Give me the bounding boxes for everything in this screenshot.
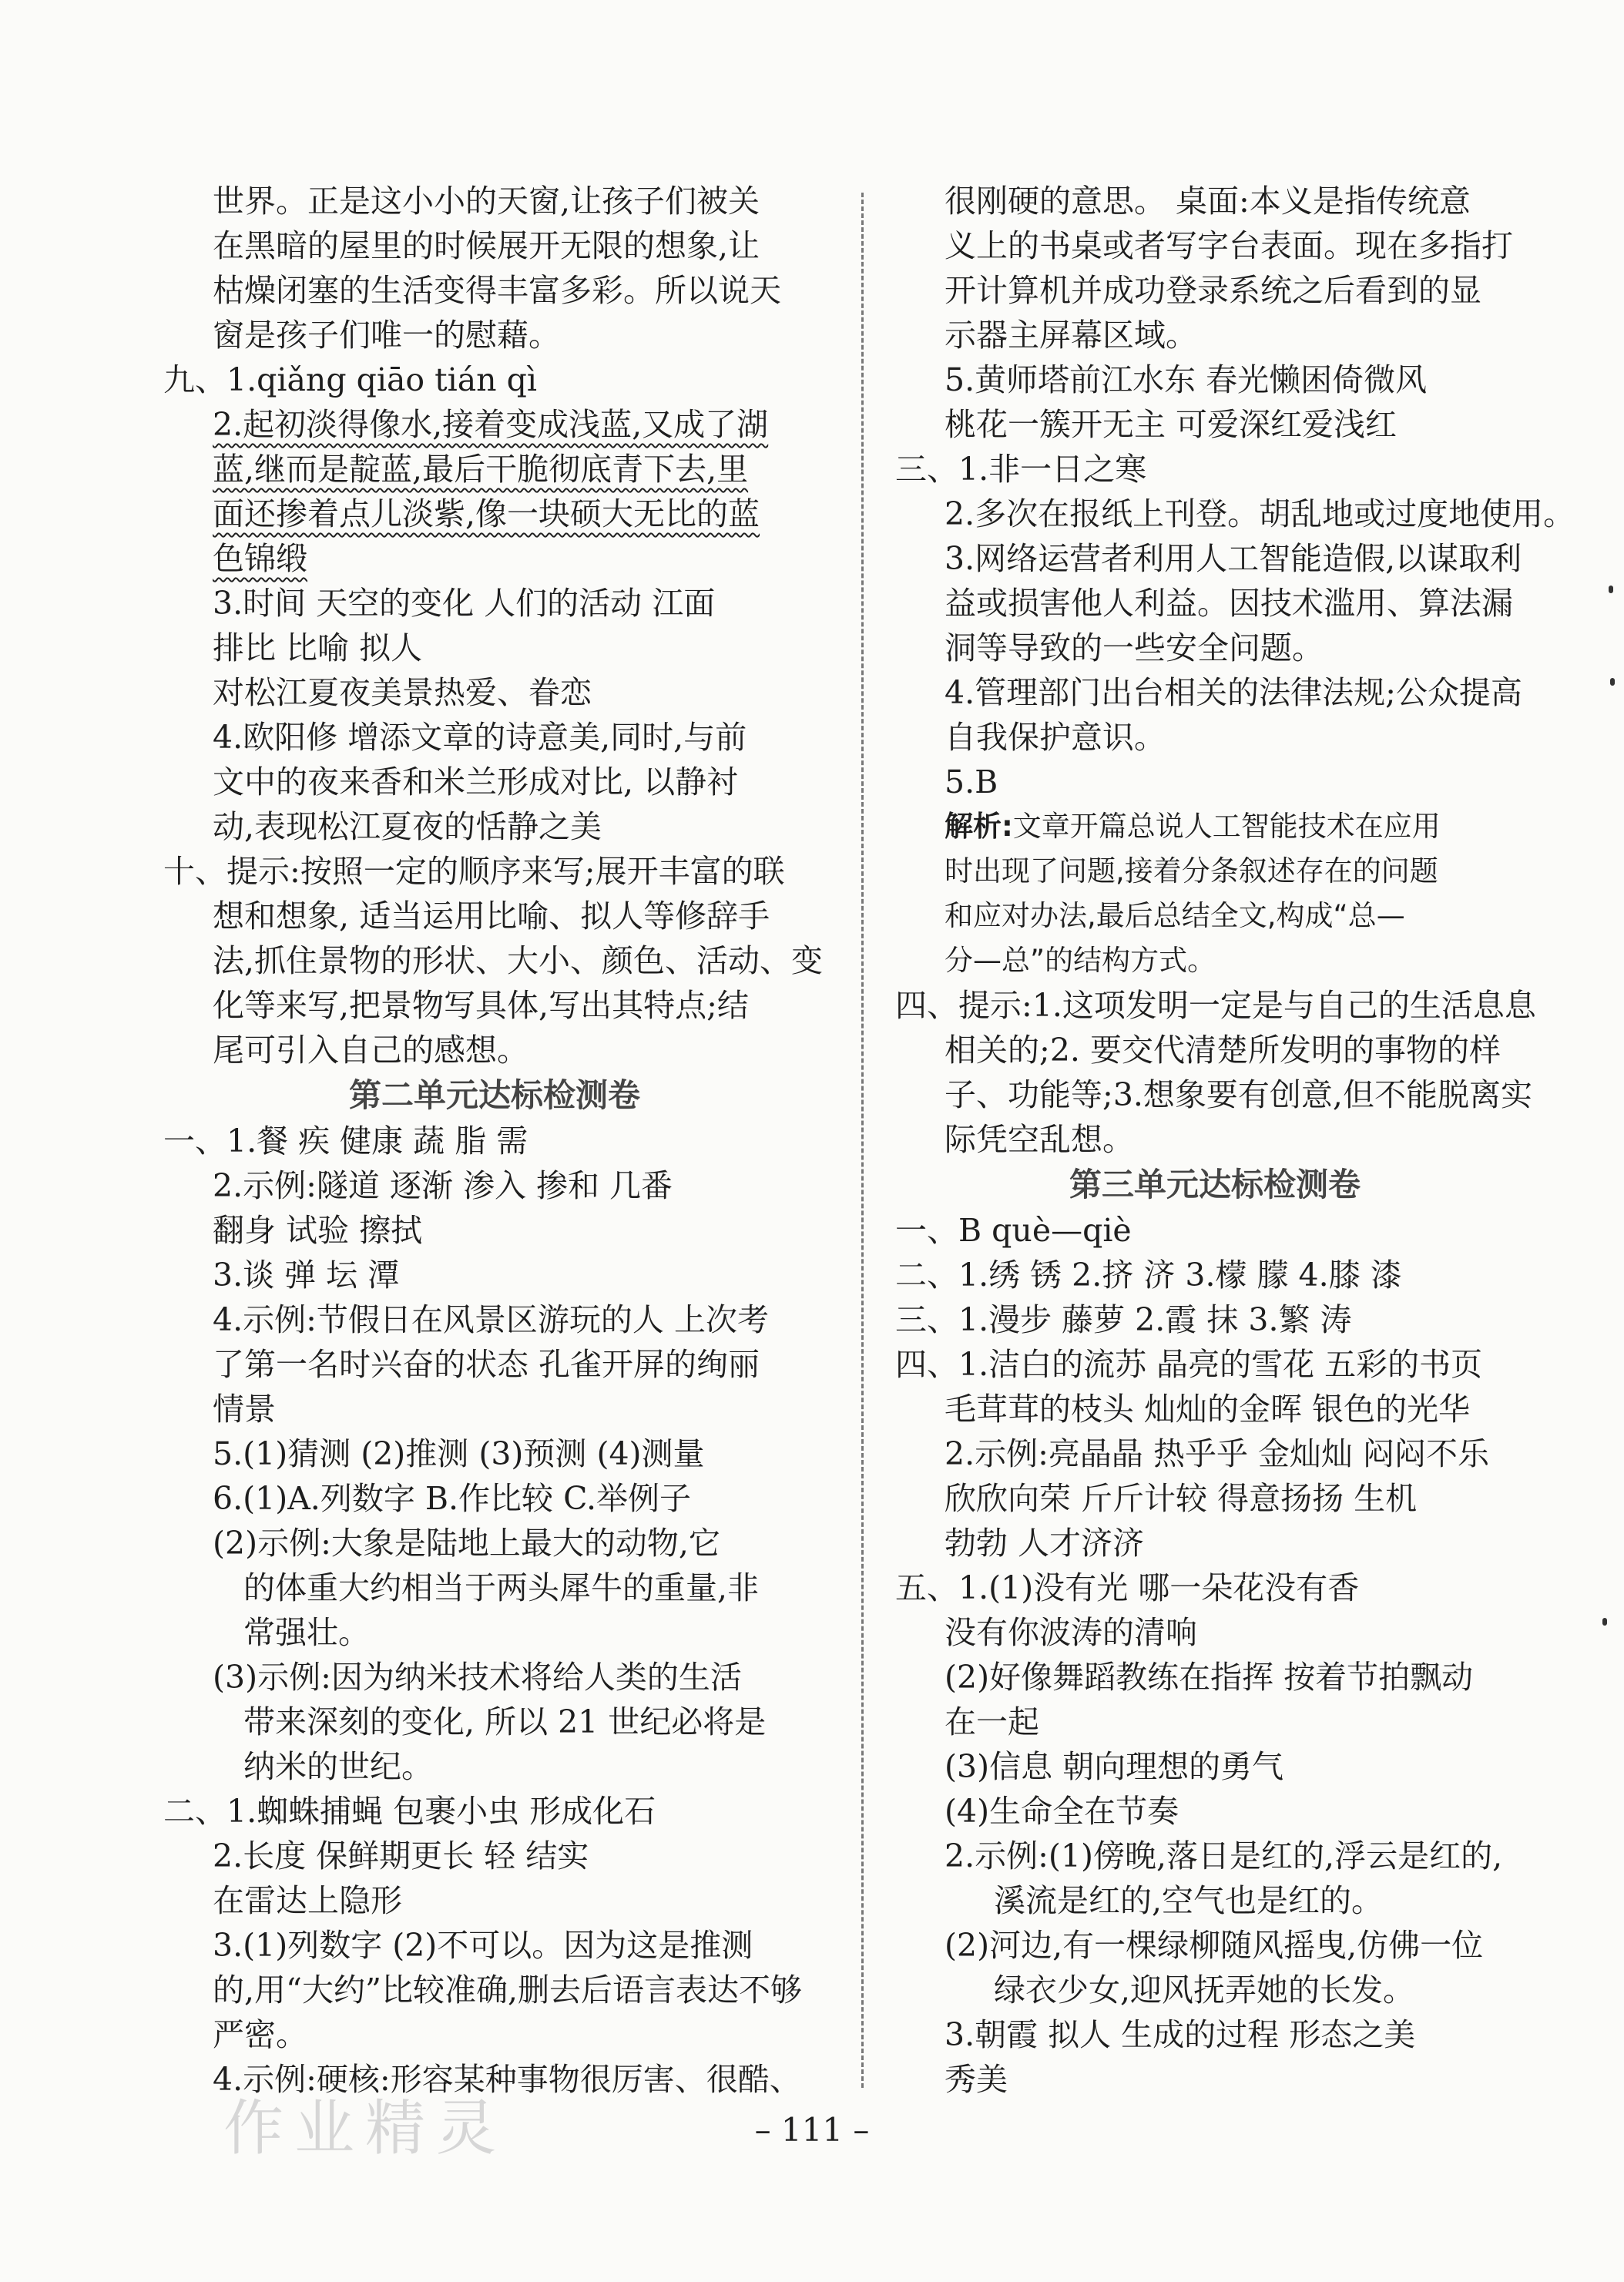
answer-line: (2)示例:大象是陆地上最大的动物,它: [213, 1525, 720, 1562]
answer-line: 洞等导致的一些安全问题。: [945, 629, 1324, 666]
right-column: [895, 179, 1575, 2102]
answer-line: 示器主屏幕区域。: [945, 317, 1197, 354]
answer-line: 义上的书桌或者写字台表面。现在多指打: [945, 227, 1513, 264]
answer-line: 2.长度 保鲜期更长 轻 结实: [213, 1837, 589, 1874]
answer-line: 窗是孩子们唯一的慰藉。: [213, 317, 560, 354]
answer-line: 秀美: [945, 2061, 1008, 2098]
answer-line: 3.网络运营者利用人工智能造假,以谋取利: [945, 540, 1522, 577]
answer-line: (3)信息 朝向理想的勇气: [945, 1748, 1284, 1785]
answer-line: 的体重大约相当于两头犀牛的重量,非: [243, 1569, 760, 1606]
answer-line: 三、1.非一日之寒: [895, 451, 1147, 488]
answer-line: [163, 447, 826, 492]
answer-line: 自我保护意识。: [945, 719, 1166, 756]
answer-line: [163, 402, 826, 447]
answer-line: 3.朝霞 拟人 生成的过程 形态之美: [945, 2016, 1416, 2053]
answer-line: 翻身 试验 擦拭: [213, 1212, 423, 1249]
answer-line: 一、1.餐 疾 健康 蔬 脂 需: [163, 1123, 528, 1159]
left-column: [163, 179, 826, 2102]
answer-line: 2.示例:(1)傍晚,落日是红的,浮云是红的,: [945, 1837, 1503, 1874]
answer-line: 4.示例:硬核:形容某种事物很厉害、很酷、: [213, 2061, 801, 2098]
answer-line: 解析:文章开篇总说人工智能技术在应用: [945, 810, 1441, 843]
answer-line: 三、1.漫步 藤萝 2.霞 抹 3.繁 涛: [895, 1301, 1352, 1338]
underlined-answer: 色锦缎: [213, 540, 307, 577]
watermark: 作业精灵: [223, 2094, 508, 2163]
answer-line: 文中的夜来香和米兰形成对比, 以静衬: [213, 763, 739, 800]
answer-line: 3.(1)列数字 (2)不可以。因为这是推测: [213, 1927, 753, 1964]
answer-line: 枯燥闭塞的生活变得丰富多彩。所以说天: [213, 272, 781, 309]
answer-line: 勃勃 人才济济: [945, 1525, 1145, 1562]
answer-line: 桃花一簇开无主 可爱深红爱浅红: [945, 406, 1398, 443]
answer-line: 2.多次在报纸上刊登。胡乱地或过度地使用。: [945, 495, 1575, 532]
section-heading: 第三单元达标检测卷: [1069, 1166, 1361, 1203]
answer-line: 子、功能等;3.想象要有创意,但不能脱离实: [945, 1076, 1532, 1113]
answer-line: 一、B què—qiè: [895, 1212, 1132, 1249]
answer-line: 带来深刻的变化, 所以 21 世纪必将是: [243, 1703, 767, 1740]
answer-line: 益或损害他人利益。因技术滥用、算法漏: [945, 585, 1513, 622]
answer-line: 没有你波涛的清响: [945, 1614, 1197, 1651]
answer-line: 5.B: [945, 763, 998, 800]
answer-line: 九、1.qiǎng qiāo tián qì: [163, 361, 537, 398]
answer-line: 2.示例:隧道 逐渐 渗入 掺和 几番: [213, 1167, 673, 1204]
answer-line: 情景: [213, 1391, 276, 1428]
answer-line: 化等来写,把景物写具体,写出其特点;结: [213, 987, 749, 1024]
underlined-answer: 面还掺着点儿淡紫,像一块硕大无比的蓝: [213, 495, 760, 532]
scan-speck: [1609, 586, 1613, 593]
answer-line: 时出现了问题,接着分条叙述存在的问题: [945, 854, 1438, 888]
answer-line: (2)河边,有一棵绿柳随风摇曳,仿佛一位: [945, 1927, 1484, 1964]
scan-speck: [1602, 1618, 1607, 1626]
answer-line: 相关的;2. 要交代清楚所发明的事物的样: [945, 1032, 1501, 1069]
answer-line: 排比 比喻 拟人: [213, 629, 423, 666]
answer-line: 常强壮。: [243, 1614, 370, 1651]
answer-line: 很刚硬的意思。 桌面:本义是指传统意: [945, 183, 1471, 220]
answer-line: 3.谈 弹 坛 潭: [213, 1257, 400, 1294]
answer-line: 3.时间 天空的变化 人们的活动 江面: [213, 585, 716, 622]
scan-speck: [1610, 678, 1615, 686]
answer-line: 6.(1)A.列数字 B.作比较 C.举例子: [213, 1480, 692, 1517]
answer-line: 二、1.绣 锈 2.挤 济 3.檬 朦 4.膝 漆: [895, 1257, 1402, 1294]
underlined-answer: 蓝,继而是靛蓝,最后干脆彻底青下去,里: [213, 451, 749, 488]
answer-line: 对松江夏夜美景热爱、眷恋: [213, 674, 592, 711]
answer-line: (2)好像舞蹈教练在指挥 按着节拍飘动: [945, 1659, 1474, 1696]
answer-line: 在一起: [945, 1703, 1039, 1740]
section-heading: 第二单元达标检测卷: [348, 1076, 640, 1114]
answer-line: (3)示例:因为纳米技术将给人类的生活: [213, 1659, 742, 1696]
answer-line: 际凭空乱想。: [945, 1121, 1134, 1158]
answer-line: 四、1.洁白的流苏 晶亮的雪花 五彩的书页: [895, 1346, 1483, 1383]
answer-line: (4)生命全在节奏: [945, 1793, 1179, 1830]
answer-line: 十、提示:按照一定的顺序来写;展开丰富的联: [163, 853, 785, 890]
answer-line: 世界。正是这小小的天窗,让孩子们被关: [213, 183, 760, 220]
answer-line: 5.黄师塔前江水东 春光懒困倚微风: [945, 361, 1428, 398]
answer-line: 在黑暗的屋里的时候展开无限的想象,让: [213, 227, 760, 264]
answer-line: 严密。: [213, 2016, 307, 2053]
underlined-answer: 2.起初淡得像水,接着变成浅蓝,又成了湖: [213, 406, 769, 443]
answer-line: 的,用“大约”比较准确,删去后语言表达不够: [213, 1972, 802, 2008]
answer-line: 尾可引入自己的感想。: [213, 1032, 528, 1069]
answer-line: 纳米的世纪。: [243, 1748, 433, 1785]
answer-line: 四、提示:1.这项发明一定是与自己的生活息息: [895, 987, 1536, 1024]
answer-line: 动,表现松江夏夜的恬静之美: [213, 808, 602, 845]
answer-line: 分—总”的结构方式。: [945, 944, 1216, 977]
answer-line: 了第一名时兴奋的状态 孔雀开屏的绚丽: [213, 1346, 760, 1383]
answer-line: 开计算机并成功登录系统之后看到的显: [945, 272, 1481, 309]
answer-line: 5.(1)猜测 (2)推测 (3)预测 (4)测量: [213, 1435, 705, 1472]
answer-line: 欣欣向荣 斤斤计较 得意扬扬 生机: [945, 1480, 1418, 1517]
page-number: – 111 –: [754, 2111, 870, 2149]
answer-line: 想和想象, 适当运用比喻、拟人等修辞手: [213, 898, 770, 935]
answer-line: 4.示例:节假日在风景区游玩的人 上次考: [213, 1301, 769, 1338]
answer-line: 4.管理部门出台相关的法律法规;公众提高: [945, 674, 1522, 711]
answer-line: 毛茸茸的枝头 灿灿的金晖 银色的光华: [945, 1391, 1471, 1428]
answer-line: 和应对办法,最后总结全文,构成“总—: [945, 899, 1405, 932]
answer-line: 2.示例:亮晶晶 热乎乎 金灿灿 闷闷不乐: [945, 1435, 1490, 1472]
analysis-label: 解析:: [945, 810, 1013, 843]
answer-line: 五、1.(1)没有光 哪一朵花没有香: [895, 1569, 1360, 1606]
answer-line: 溪流是红的,空气也是红的。: [994, 1882, 1384, 1919]
answer-line: 法,抓住景物的形状、大小、颜色、活动、变: [213, 942, 824, 979]
answer-line: 在雷达上隐形: [213, 1882, 402, 1919]
answer-line: [163, 492, 826, 536]
answer-line: 二、1.蜘蛛捕蝇 包裹小虫 形成化石: [163, 1793, 656, 1830]
answer-line: [163, 536, 826, 581]
column-divider: [861, 193, 864, 2088]
answer-line: 4.欧阳修 增添文章的诗意美,同时,与前: [213, 719, 747, 756]
answer-line: 绿衣少女,迎风抚弄她的长发。: [994, 1972, 1415, 2008]
